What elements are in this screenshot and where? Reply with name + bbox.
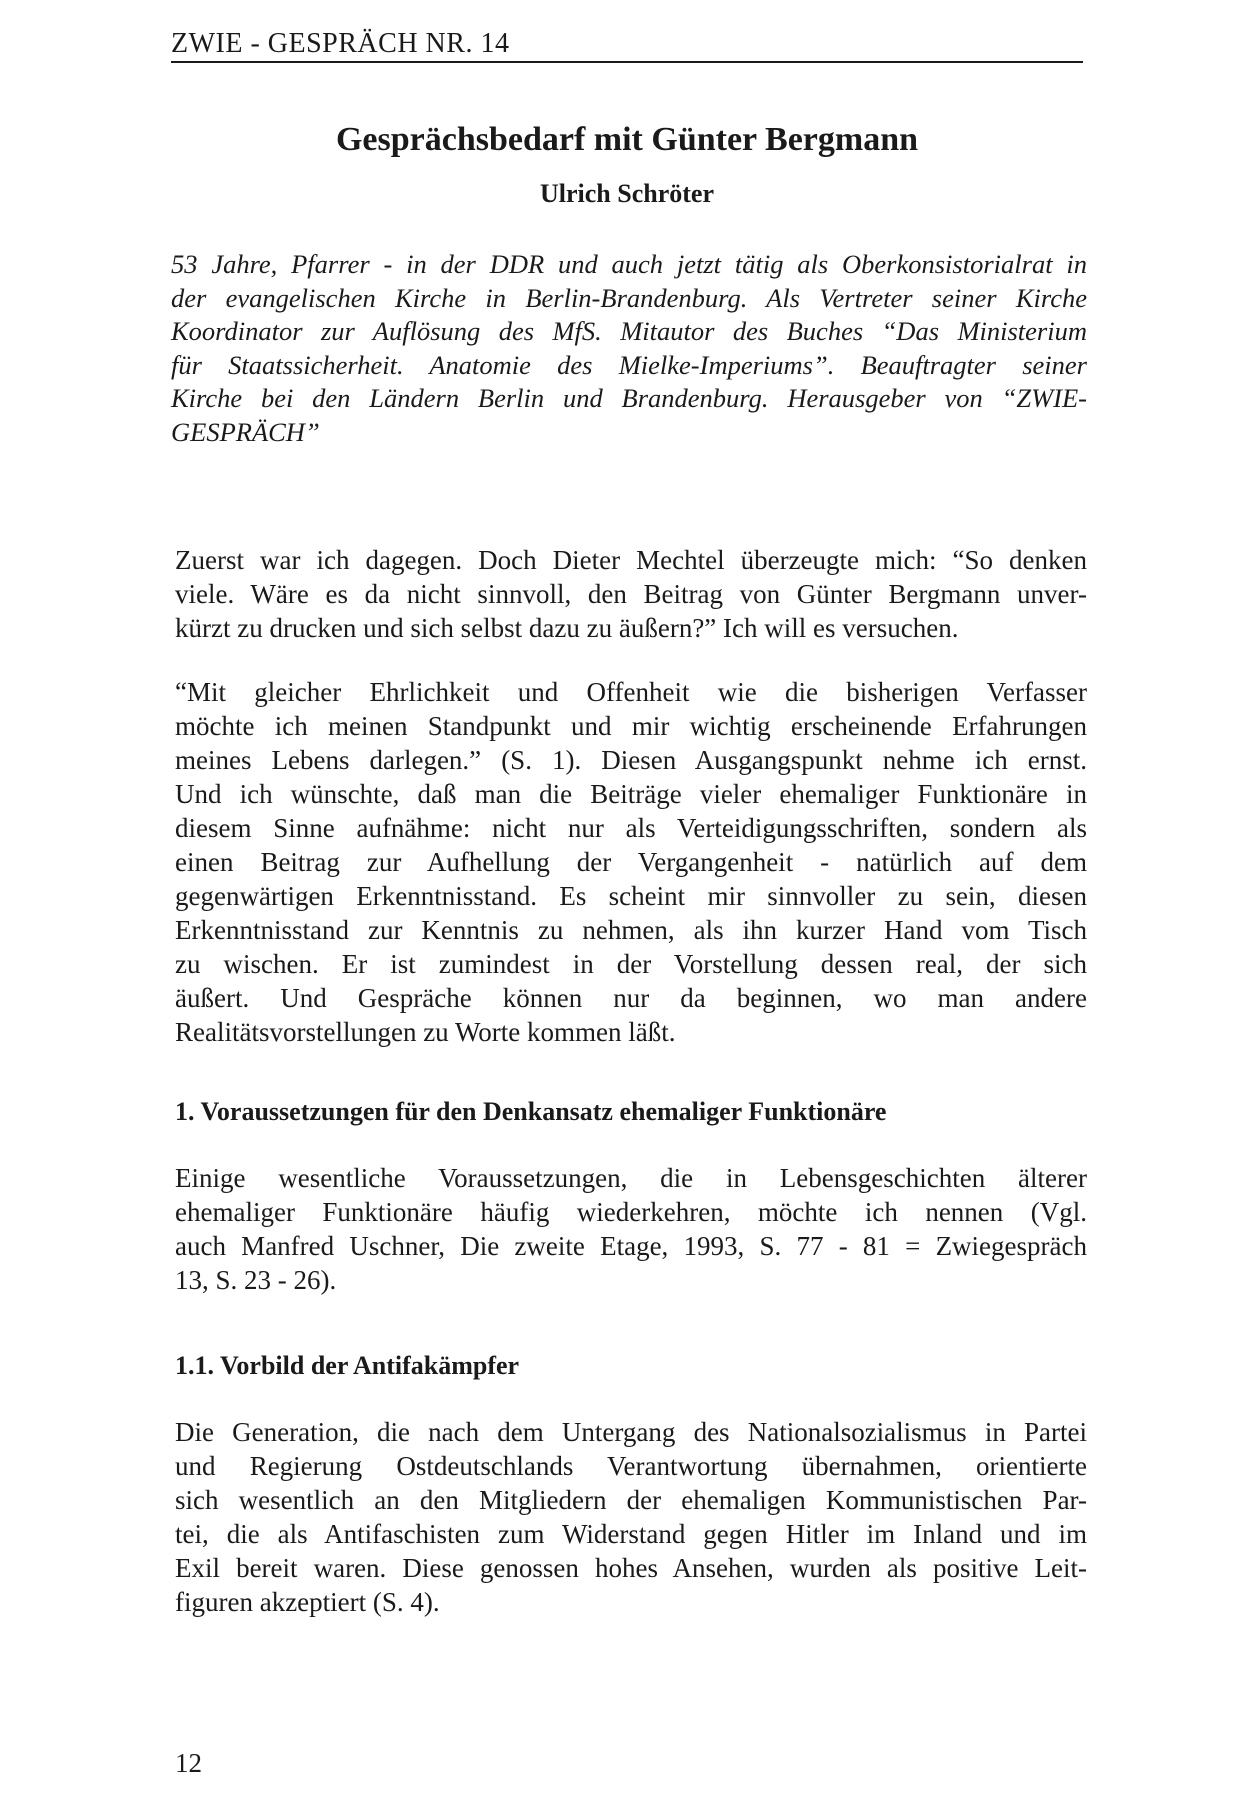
bio-line: Koordinator zur Auflösung des MfS. Mitautor des Buches “Das Ministerium [171,316,1087,346]
paragraph-line: Realitätsvorstellungen zu Worte kommen läßt. [175,1017,676,1047]
author-bio [171,248,1087,449]
paragraph-line: meines Lebens darlegen.” (S. 1). Diesen Ausgangspunkt nehme ich ernst. [175,745,1087,775]
paragraph-line: Erkenntnisstand zur Kenntnis zu nehmen, als ihn kurzer Hand vom Tisch [175,915,1087,945]
paragraph-line: figuren akzeptiert (S. 4). [175,1587,440,1617]
paragraph-line: tei, die als Antifaschisten zum Widerstand gegen Hitler im Inland und im [175,1519,1087,1549]
section-heading-1-1: 1.1. Vorbild der Antifakämpfer [175,1351,520,1380]
section-heading-1: 1. Voraussetzungen für den Denkansatz ehemaliger Funktionäre [175,1097,887,1126]
paragraph-line: einen Beitrag zur Aufhellung der Vergangenheit - natürlich auf dem [175,847,1087,877]
paragraph-line: Einige wesentliche Voraussetzungen, die in Lebensgeschichten älterer [175,1163,1087,1193]
paragraph-line: Und ich wünschte, daß man die Beiträge vieler ehemaliger Funktionäre in [175,779,1087,809]
paragraph-line: kürzt zu drucken und sich selbst dazu zu äußern?” Ich will es versuchen. [175,613,959,643]
paragraph-line: ehemaliger Funktionäre häufig wiederkehren, möchte ich nennen (Vgl. [175,1197,1087,1227]
paragraph-line: sich wesentlich an den Mitgliedern der ehemaligen Kommunistischen Par- [175,1485,1087,1515]
paragraph-line: 13, S. 23 - 26). [175,1265,337,1295]
quote-paragraph [175,675,1087,1049]
bio-line: der evangelischen Kirche in Berlin-Brandenburg. Als Vertreter seiner Kirche [171,282,1087,313]
intro-paragraph [175,543,1087,645]
header-rule [171,61,1083,63]
bio-line: Kirche bei den Ländern Berlin und Brandenburg. Herausgeber von “ZWIE- [171,383,1087,413]
article-title: Gesprächsbedarf mit Günter Bergmann [335,121,919,158]
section-1-paragraph [175,1161,1087,1297]
paragraph-line: Exil bereit waren. Diese genossen hohes Ansehen, wurden als positive Leit- [175,1553,1087,1583]
paragraph-line: diesem Sinne aufnähme: nicht nur als Verteidigungsschriften, sondern als [175,813,1087,843]
bio-line: für Staatssicherheit. Anatomie des Mielke-Imperiums”. Beauftragter seiner [171,349,1087,380]
paragraph-line: gegenwärtigen Erkenntnisstand. Es scheint mir sinnvoller zu sein, diesen [175,881,1087,911]
paragraph-line: “Mit gleicher Ehrlichkeit und Offenheit wie die bisherigen Verfasser [175,677,1087,707]
article-author: Ulrich Schröter [539,179,714,208]
bio-line: 53 Jahre, Pfarrer - in der DDR und auch jetzt tätig als Oberkonsistorialrat in [171,249,1087,279]
bio-line: GESPRÄCH” [171,416,320,447]
paragraph-line: äußert. Und Gespräche können nur da beginnen, wo man andere [175,983,1087,1013]
paragraph-line: zu wischen. Er ist zumindest in der Vorstellung dessen real, der sich [175,949,1087,979]
paragraph-line: Zuerst war ich dagegen. Doch Dieter Mechtel überzeugte mich: “So denken [175,545,1087,575]
paragraph-line: viele. Wäre es da nicht sinnvoll, den Beitrag von Günter Bergmann unver- [175,579,1087,609]
section-1-1-paragraph [175,1415,1087,1619]
paragraph-line: Die Generation, die nach dem Untergang des Nationalsozialismus in Partei [175,1417,1087,1447]
paragraph-line: auch Manfred Uschner, Die zweite Etage, 1993, S. 77 - 81 = Zwiegespräch [175,1231,1087,1261]
paragraph-line: möchte ich meinen Standpunkt und mir wichtig erscheinende Erfahrungen [175,711,1087,741]
paragraph-line: und Regierung Ostdeutschlands Verantwortung übernahmen, orientierte [175,1451,1087,1481]
running-header: ZWIE - GESPRÄCH NR. 14 [171,28,510,59]
page-number: 12 [175,1748,202,1778]
